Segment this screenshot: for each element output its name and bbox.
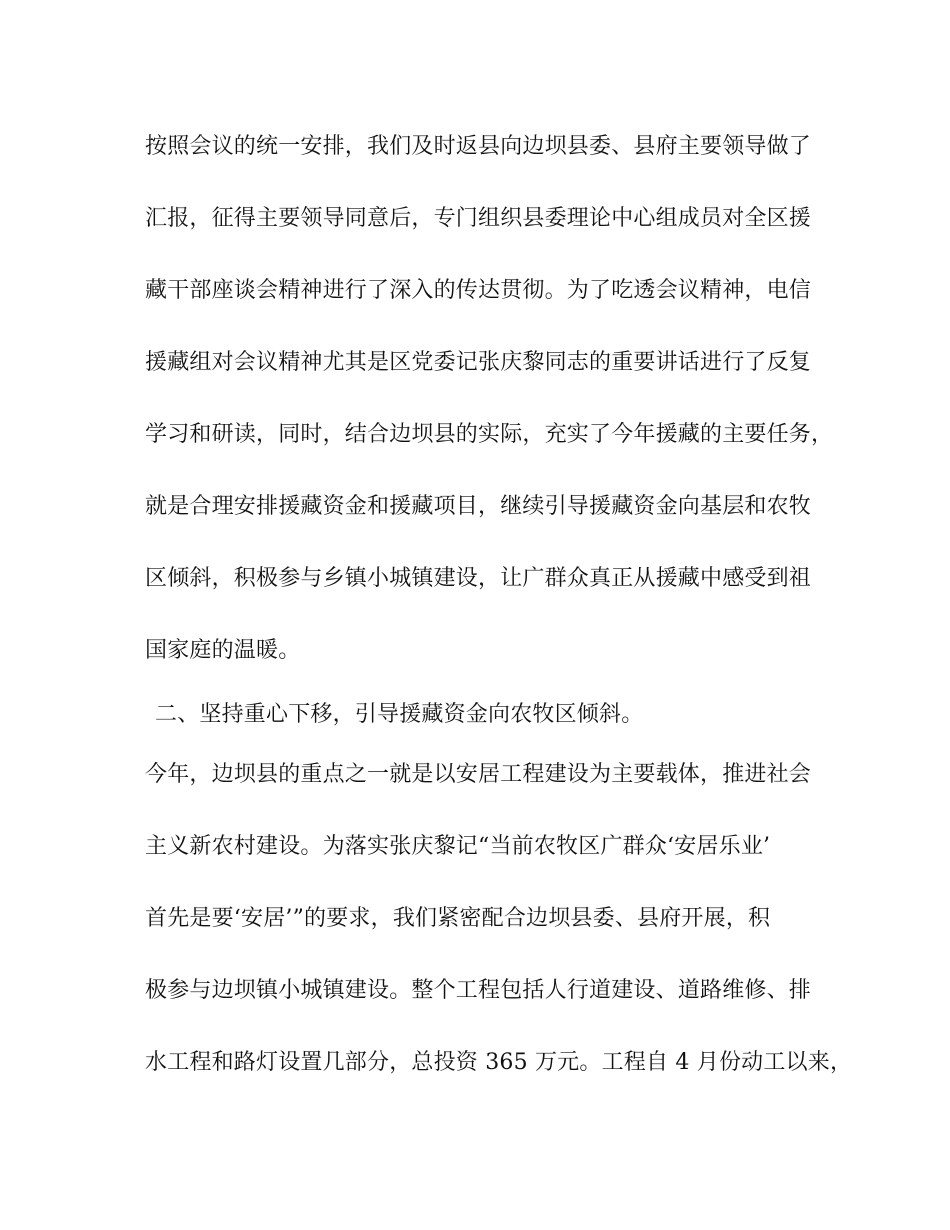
paragraph-line-2: 汇报，征得主要领导同意后，专门组织县委理论中心组成员对全区援 bbox=[145, 206, 812, 231]
paragraph-line-10: 主义新农村建设。为落实张庆黎记“当前农牧区广群众‘安居乐业’ bbox=[145, 834, 771, 859]
paragraph-line-13: 水工程和路灯设置几部分，总投资 365 万元。工程自 4 月份动工以来， bbox=[145, 1050, 853, 1075]
paragraph-line-1: 按照会议的统一安排，我们及时返县向边坝县委、县府主要领导做了 bbox=[145, 134, 812, 159]
paragraph-line-4: 援藏组对会议精神尤其是区党委记张庆黎同志的重要讲话进行了反复 bbox=[145, 350, 812, 375]
paragraph-line-8: 国家庭的温暖。 bbox=[145, 638, 301, 663]
section-heading: 二、坚持重心下移，引导援藏资金向农牧区倾斜。 bbox=[155, 702, 644, 727]
paragraph-line-12: 极参与边坝镇小城镇建设。整个工程包括人行道建设、道路维修、排 bbox=[145, 978, 812, 1003]
paragraph-line-9: 今年，边坝县的重点之一就是以安居工程建设为主要载体，推进社会 bbox=[145, 762, 812, 787]
paragraph-line-11: 首先是要‘安居’”的要求，我们紧密配合边坝县委、县府开展，积 bbox=[145, 906, 771, 931]
paragraph-line-5: 学习和研读，同时，结合边坝县的实际，充实了今年援藏的主要任务， bbox=[145, 422, 834, 447]
paragraph-line-7: 区倾斜，积极参与乡镇小城镇建设，让广群众真正从援藏中感受到祖 bbox=[145, 566, 812, 591]
paragraph-line-3: 藏干部座谈会精神进行了深入的传达贯彻。为了吃透会议精神，电信 bbox=[145, 278, 812, 303]
paragraph-line-6: 就是合理安排援藏资金和援藏项目，继续引导援藏资金向基层和农牧 bbox=[145, 494, 812, 519]
